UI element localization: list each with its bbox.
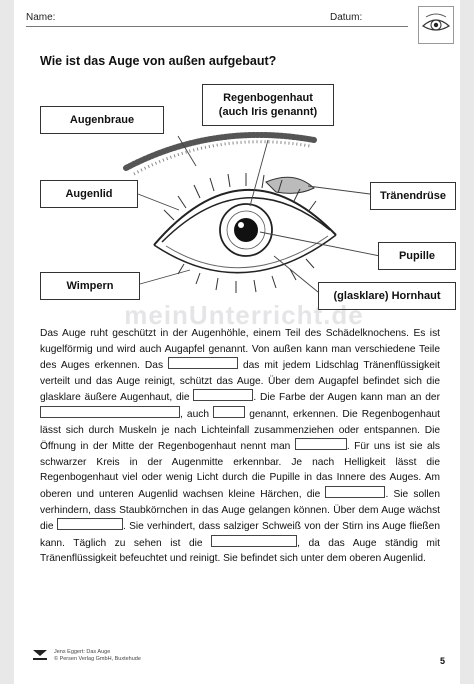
fill-gap-pupille[interactable] <box>295 438 347 450</box>
label-wimpern: Wimpern <box>40 272 140 300</box>
label-pupille: Pupille <box>378 242 456 270</box>
worksheet-page <box>14 0 460 684</box>
footer-line-1: Jens Eggert: Das Auge <box>54 649 111 655</box>
name-label: Name: <box>26 12 56 23</box>
fill-gap-traenendruese[interactable] <box>211 535 297 547</box>
body-paragraph <box>40 326 440 567</box>
body-text-8: . Sie verhindert, dass salziger Schweiß von der Stirn ins Auge fließen kann. Täglich zu sehen ist die <box>40 521 440 549</box>
footer-credits <box>54 649 141 663</box>
watermark: meinUnterricht.de <box>124 300 364 330</box>
fill-gap-augenbraue[interactable] <box>57 518 123 530</box>
label-augenlid: Augenlid <box>40 180 138 208</box>
header <box>14 0 460 38</box>
body-text-4: , auch <box>180 408 214 420</box>
label-augenbraue: Augenbraue <box>40 106 164 134</box>
fill-gap-wimpern[interactable] <box>325 486 385 498</box>
header-rule <box>26 26 408 27</box>
body-text-5: genannt, erkennen. Die Regenbogenhaut lässt sich durch Muskeln je nach Lichteinfall zusammenziehen oder entspannen. Die Öffnung in der Mitte der Regenbogenhaut nennt man <box>40 408 440 453</box>
fill-gap-augenlid[interactable] <box>168 357 238 369</box>
body-text-3: . Die Farbe der Augen kann man an der <box>253 392 440 404</box>
publisher-logo-icon <box>32 648 48 662</box>
footer-line-2: © Persen Verlag GmbH, Buxtehude <box>54 656 141 662</box>
body-text-1: Das Auge ruht geschützt in der Augenhöhle, einem Teil des Schädelknochens. Es ist kugelförmig und wird auch Augapfel genannt. Von außen kann man verschiedene Teile des Auges erkennen. Das <box>40 328 440 372</box>
body-text-7: . Sie sollen verhindern, dass Staubkörnchen in das Auge gelangen können. Über dem Auge wächst die <box>40 488 440 533</box>
eye-badge-icon <box>418 6 454 44</box>
fill-gap-iris[interactable] <box>213 406 245 418</box>
label-traenendruese: Tränendrüse <box>370 182 456 210</box>
body-text-9: , da das Auge ständig mit Tränenflüssigkeit befeuchtet und reinigt. Sie befindet sich unter dem oberen Augenlid. <box>40 537 440 565</box>
page-number: 5 <box>440 656 446 666</box>
body-text-2: das mit jedem Lidschlag Tränenflüssigkeit verteilt und das Auge reinigt, schützt das Auge. Über dem Augapfel befindet sich die glasklare äußere Augenhaut, die <box>40 360 441 404</box>
page-title: Wie ist das Auge von außen aufgebaut? <box>40 54 277 68</box>
label-regenbogenhaut: Regenbogenhaut (auch Iris genannt) <box>202 84 334 126</box>
label-hornhaut: (glasklare) Hornhaut <box>318 282 456 310</box>
date-label: Datum: <box>330 12 363 23</box>
fill-gap-regenbogenhaut[interactable] <box>40 406 180 418</box>
body-text-6: . Für uns ist sie als schwarzer Kreis in der Augenmitte erkennbar. Je nach Helligkeit lässt die Regenbogenhaut viel oder wenig Licht durch die Pupille in das Innere des Auges. Am oberen und unteren Augenlid wachsen kleine Härchen, die <box>40 441 440 500</box>
fill-gap-hornhaut[interactable] <box>193 389 253 401</box>
